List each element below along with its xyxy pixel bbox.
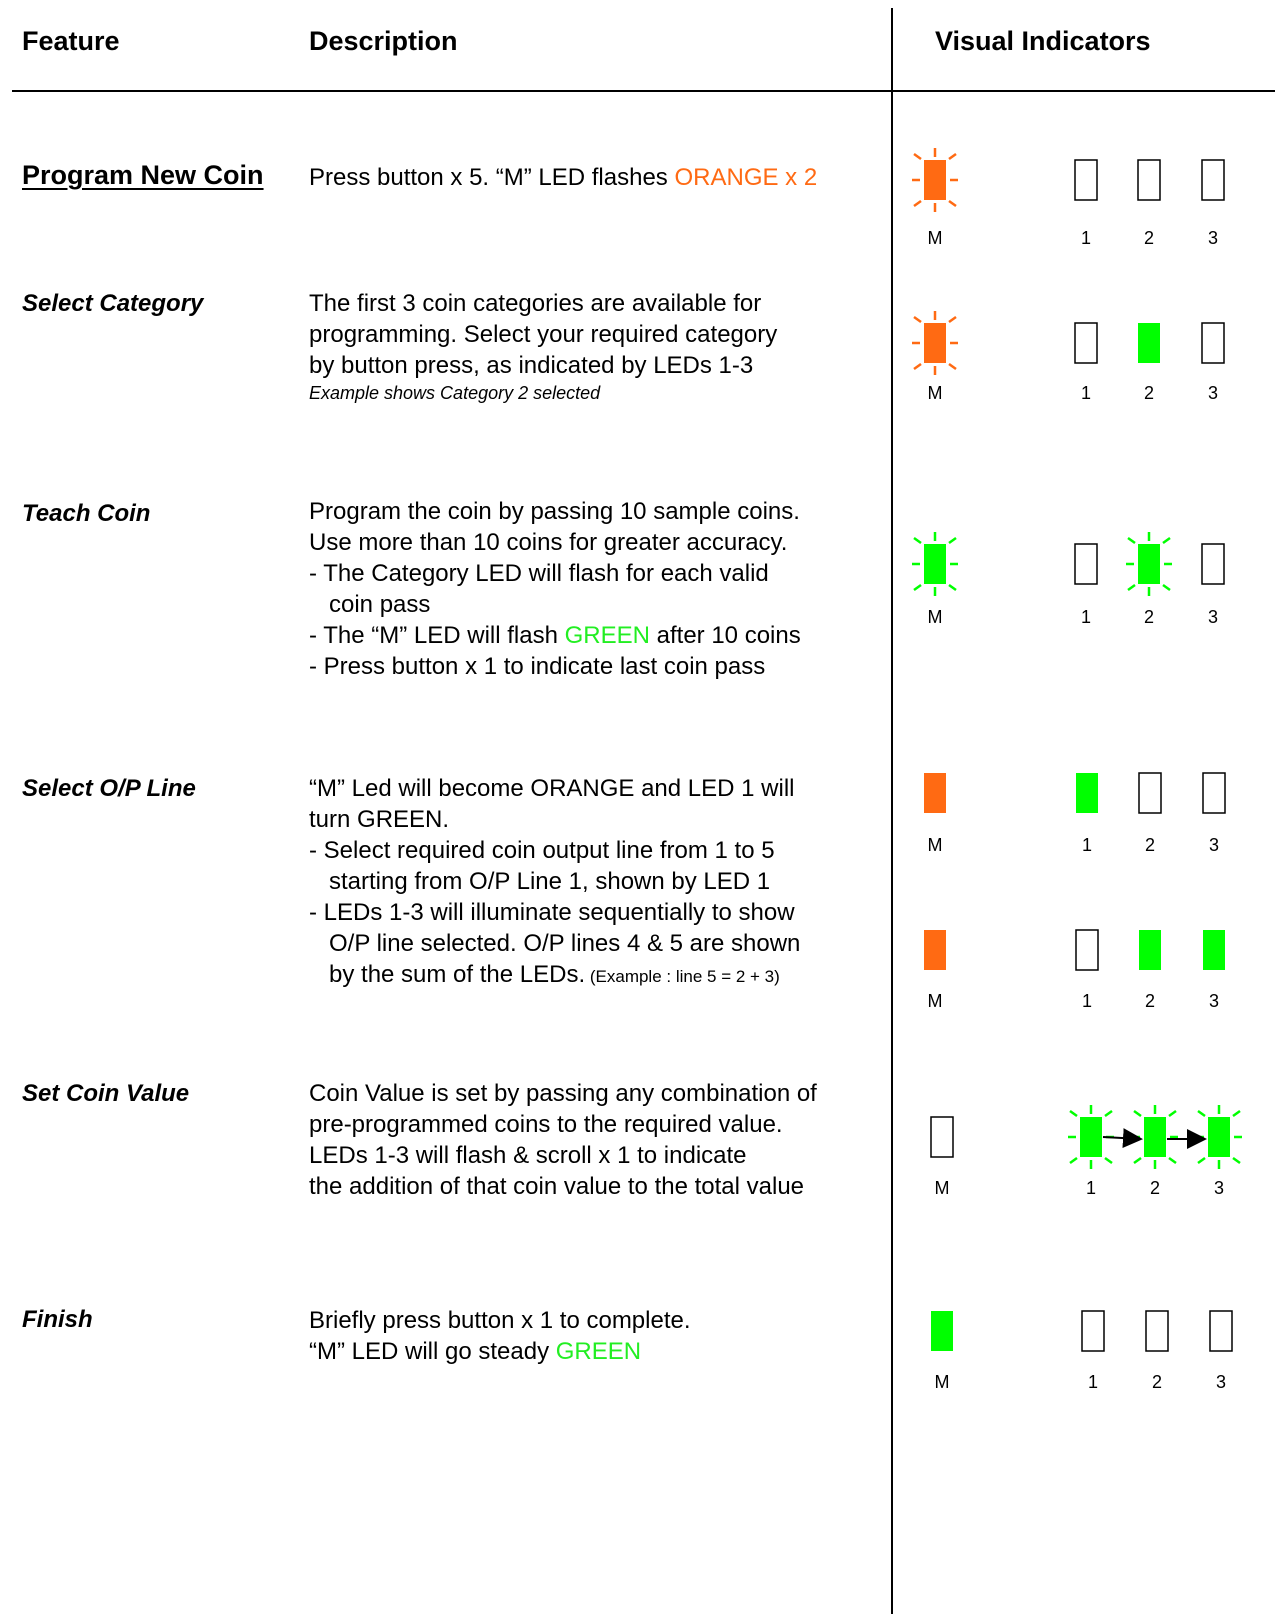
led-label: M — [927, 383, 943, 403]
flash-ray — [914, 364, 921, 369]
flash-ray — [914, 317, 921, 322]
flash-ray — [949, 154, 956, 159]
desc-line: by button press, as indicated by LEDs 1-3 — [309, 352, 754, 379]
header-description: Description — [309, 26, 458, 56]
led-green-icon — [1138, 323, 1160, 363]
flash-ray — [1169, 1158, 1176, 1163]
led-orange-icon — [924, 930, 946, 970]
desc-text: “M” LED will go steady — [309, 1338, 556, 1365]
header-visual-indicators: Visual Indicators — [935, 26, 1151, 56]
flash-ray — [1163, 538, 1170, 543]
flash-ray — [1128, 538, 1135, 543]
desc-line: - Press button x 1 to indicate last coin pass — [309, 653, 766, 680]
led-label: 2 — [1144, 991, 1156, 1011]
led-label: 2 — [1143, 383, 1155, 403]
desc-line: - The Category LED will flash for each valid — [309, 560, 769, 587]
feature-finish: Finish — [22, 1306, 93, 1333]
desc-text: - The “M” LED will flash — [309, 622, 565, 649]
led-green-icon — [1203, 930, 1225, 970]
flash-ray — [1070, 1111, 1077, 1116]
led-off-icon — [1146, 1311, 1168, 1351]
desc-text: Press button x 5. “M” LED flashes — [309, 164, 675, 191]
led-label: 3 — [1207, 228, 1219, 248]
led-off-icon — [1139, 773, 1161, 813]
flash-ray — [1134, 1158, 1141, 1163]
led-label: 1 — [1087, 1372, 1099, 1392]
flash-ray — [949, 364, 956, 369]
flash-ray — [1134, 1111, 1141, 1116]
led-off-icon — [1202, 160, 1224, 200]
led-off-icon — [1076, 930, 1098, 970]
desc-line: coin pass — [309, 591, 431, 618]
feature-teach-coin: Teach Coin — [22, 500, 151, 527]
flash-ray — [949, 538, 956, 543]
desc-line: LEDs 1-3 will flash & scroll x 1 to indicate — [309, 1142, 747, 1169]
led-off-icon — [1075, 323, 1097, 363]
desc-line: the addition of that coin value to the total value — [309, 1173, 805, 1200]
feature-select-category: Select Category — [22, 290, 204, 317]
desc-line: pre-programmed coins to the required value. — [309, 1111, 783, 1138]
flash-ray — [1105, 1111, 1112, 1116]
desc-line: programming. Select your required category — [309, 321, 778, 348]
led-green-icon — [1139, 930, 1161, 970]
led-label: 1 — [1080, 383, 1092, 403]
led-green-icon — [1080, 1117, 1102, 1157]
flash-ray — [1070, 1158, 1077, 1163]
desc-line: Coin Value is set by passing any combination of — [309, 1080, 817, 1107]
led-off-icon — [1203, 773, 1225, 813]
flash-ray — [914, 201, 921, 206]
led-label: 2 — [1151, 1372, 1163, 1392]
led-orange-icon — [924, 160, 946, 200]
led-label: 2 — [1143, 228, 1155, 248]
led-off-icon — [1075, 160, 1097, 200]
led-off-icon — [1202, 544, 1224, 584]
led-label: M — [927, 991, 943, 1011]
desc-line: Use more than 10 coins for greater accuracy. — [309, 529, 788, 556]
feature-set-coin-value: Set Coin Value — [22, 1080, 190, 1107]
led-label: M — [934, 1372, 950, 1392]
flash-ray — [914, 585, 921, 590]
led-label: 3 — [1215, 1372, 1227, 1392]
flash-ray — [914, 154, 921, 159]
led-label: 3 — [1207, 383, 1219, 403]
led-green-icon — [1144, 1117, 1166, 1157]
desc-line: starting from O/P Line 1, shown by LED 1 — [309, 868, 771, 895]
flash-ray — [1233, 1158, 1240, 1163]
led-label: 1 — [1081, 835, 1093, 855]
feature-select-op-line: Select O/P Line — [22, 775, 196, 802]
flash-ray — [1233, 1111, 1240, 1116]
led-green-icon — [924, 544, 946, 584]
led-green-icon — [1208, 1117, 1230, 1157]
desc-line: - Select required coin output line from 1 to 5 — [309, 837, 775, 864]
desc-text: by the sum of the LEDs. — [309, 961, 586, 988]
led-label: 2 — [1149, 1178, 1161, 1198]
led-off-icon — [1075, 544, 1097, 584]
led-orange-icon — [924, 773, 946, 813]
led-green-icon — [1138, 544, 1160, 584]
led-off-icon — [1210, 1311, 1232, 1351]
led-label: 2 — [1144, 835, 1156, 855]
led-off-icon — [1138, 160, 1160, 200]
led-off-icon — [1202, 323, 1224, 363]
led-orange-icon — [924, 323, 946, 363]
led-label: 3 — [1213, 1178, 1225, 1198]
desc-line: - LEDs 1-3 will illuminate sequentially to show — [309, 899, 795, 926]
orange-highlight: ORANGE x 2 — [674, 164, 818, 191]
led-label: M — [927, 228, 943, 248]
led-label: 1 — [1080, 228, 1092, 248]
led-label: 1 — [1081, 991, 1093, 1011]
desc-line: “M” Led will become ORANGE and LED 1 will — [309, 775, 795, 802]
led-off-icon — [1082, 1311, 1104, 1351]
led-green-icon — [1076, 773, 1098, 813]
desc-line: turn GREEN. — [309, 806, 450, 833]
flash-ray — [1198, 1158, 1205, 1163]
led-label: M — [927, 835, 943, 855]
green-highlight: GREEN — [555, 1338, 642, 1365]
led-label: 3 — [1208, 835, 1220, 855]
feature-program-new-coin: Program New Coin — [22, 160, 264, 190]
desc-line: The first 3 coin categories are available for — [309, 290, 762, 317]
led-label: 1 — [1085, 1178, 1097, 1198]
flash-ray — [914, 538, 921, 543]
header-feature: Feature — [22, 26, 120, 56]
flash-ray — [949, 585, 956, 590]
desc-note: Example shows Category 2 selected — [309, 383, 601, 403]
flash-ray — [949, 317, 956, 322]
led-label: 3 — [1208, 991, 1220, 1011]
flash-ray — [1169, 1111, 1176, 1116]
flash-ray — [1198, 1111, 1205, 1116]
desc-line: Program the coin by passing 10 sample coins. — [309, 498, 800, 525]
led-green-icon — [931, 1311, 953, 1351]
flash-ray — [1128, 585, 1135, 590]
desc-line: Briefly press button x 1 to complete. — [309, 1307, 691, 1334]
led-label: 1 — [1080, 607, 1092, 627]
led-label: 3 — [1207, 607, 1219, 627]
flash-ray — [1105, 1158, 1112, 1163]
desc-line: O/P line selected. O/P lines 4 & 5 are shown — [309, 930, 801, 957]
led-label: M — [927, 607, 943, 627]
flash-ray — [949, 201, 956, 206]
desc-text: after 10 coins — [649, 622, 801, 649]
led-off-icon — [931, 1117, 953, 1157]
desc-example: (Example : line 5 = 2 + 3) — [585, 967, 780, 986]
led-label: M — [934, 1178, 950, 1198]
flash-ray — [1163, 585, 1170, 590]
green-highlight: GREEN — [564, 622, 650, 649]
led-label: 2 — [1143, 607, 1155, 627]
